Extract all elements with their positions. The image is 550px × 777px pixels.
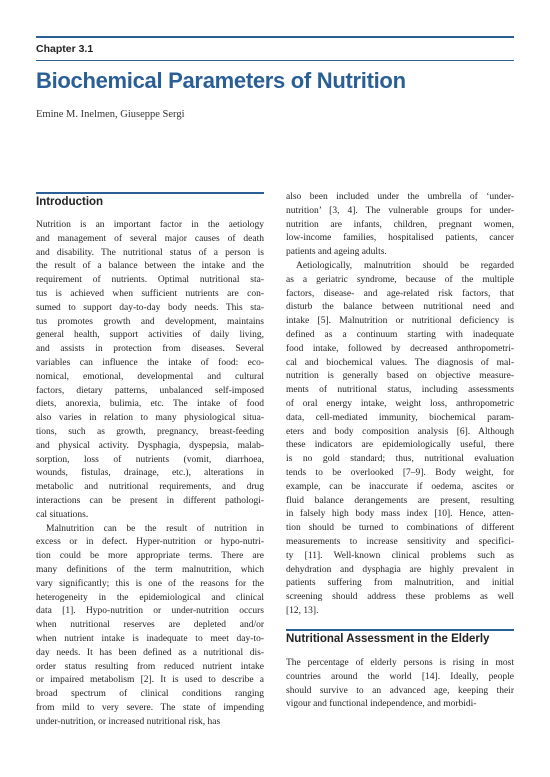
authors: Emine M. Inelmen, Giuseppe Sergi xyxy=(36,109,185,120)
text-line: nutrition is generally based on objective measure- xyxy=(286,371,514,382)
text-line: also varies in relation to many physiological situa- xyxy=(36,413,264,424)
text-line: variables can influence the intake of food: eco- xyxy=(36,357,264,368)
text-line: broad spectrum of clinical conditions ranging xyxy=(36,689,264,700)
text-line: also been included under the umbrella of ‘under- xyxy=(286,192,514,202)
text-line: patients suffering from malnutrition, and initial xyxy=(286,578,514,589)
section-heading-assessment: Nutritional Assessment in the Elderly xyxy=(286,633,490,645)
text-line: general health, support activities of daily living, xyxy=(36,330,264,341)
text-line: defined as a continuum starting with inadequate xyxy=(286,329,514,340)
text-line: tends to be overlooked [7–9]. Body weight, for xyxy=(286,467,514,478)
text-line: tion could be more appropriate terms. There are xyxy=(36,551,264,562)
text-line: tions, such as growth, pregnancy, breast-feeding xyxy=(36,426,264,437)
text-line: eters and body composition analysis [6]. Although xyxy=(286,426,514,437)
text-line: low-income families, hospitalised patients, cancer xyxy=(286,233,514,244)
section-rule-assessment xyxy=(286,629,514,631)
top-rule xyxy=(36,36,514,38)
text-line: nomical, emotional, developmental and cultural xyxy=(36,371,264,382)
text-line: factors, dietary patterns, unbalanced self-imposed xyxy=(36,385,264,396)
text-line: is no gold standard; thus, nutritional evaluation xyxy=(286,454,514,465)
text-line: data [1]. Hypo-nutrition or under-nutrition occurs xyxy=(36,606,264,617)
text-line: tus is achieved when sufficient nutrients are con- xyxy=(36,288,264,299)
text-line: nutrition’ [3, 4]. The vulnerable groups for under- xyxy=(286,205,514,216)
text-line: disturb the balance between nutritional need and xyxy=(286,302,514,313)
text-line: countries around the world [14]. Ideally, people xyxy=(286,671,514,682)
section-heading-introduction: Introduction xyxy=(36,196,104,208)
chapter-title: Biochemical Parameters of Nutrition xyxy=(36,68,406,93)
text-line: under-nutrition, or increased nutritional risk, has xyxy=(36,716,221,727)
text-line: from mild to very severe. The state of impending xyxy=(36,702,264,713)
text-line: patients and ageing adults. xyxy=(286,247,387,258)
left-column-text xyxy=(36,219,264,729)
section-rule-introduction xyxy=(36,192,264,194)
text-line: sumed to support day-to-day body needs. This sta- xyxy=(36,302,264,313)
text-line: factors, disease- and age-related risk factors, that xyxy=(286,288,514,299)
text-line: the result of a balance between the intake and the xyxy=(36,261,264,272)
text-line: diets, anorexia, bulimia, etc. The intake of food xyxy=(36,399,264,410)
text-line: tus promotes growth and development, maintains xyxy=(36,316,264,327)
right-column-text xyxy=(286,191,514,619)
text-line: heterogeneity in the epidemiological and clinical xyxy=(36,592,264,603)
text-line: measurements to increase sensitivity and specifici- xyxy=(286,536,514,547)
text-line: wounds, fistulas, drainage, etc.), alterations in xyxy=(36,468,264,479)
text-line: The percentage of elderly persons is rising in most xyxy=(286,658,514,668)
text-line: of oral energy intake, weight loss, anthropometric xyxy=(286,398,514,409)
text-line: sorption, loss of nutrients (vomit, diarrhoea, xyxy=(36,454,264,465)
text-line: screening should address these problems as well xyxy=(286,592,514,603)
right-column-text-2 xyxy=(286,657,514,712)
text-line: Nutrition is an important factor in the aetiology xyxy=(36,220,264,230)
chapter-label: Chapter 3.1 xyxy=(36,43,94,55)
text-line: or impaired metabolism [2]. It is used to describe a xyxy=(36,675,264,686)
text-line: example, can be inaccurate if oedema, ascites or xyxy=(286,481,514,492)
text-line: vigour and functional independence, and morbidi- xyxy=(286,699,477,710)
text-line: day needs. It has been defined as a nutritional dis- xyxy=(36,647,264,658)
text-line: metabolic and nutritional requirements, and drug xyxy=(36,482,264,493)
text-line: and management of several major causes of death xyxy=(36,233,264,244)
text-line: and disability. The nutritional status of a person is xyxy=(36,247,264,258)
text-line: and assists in protection from diseases. Several xyxy=(36,344,264,355)
text-line: when nutritional reserves are depleted and/or xyxy=(36,620,264,631)
text-line: ments of nutritional status, including assessments xyxy=(286,385,514,396)
text-line: excess or in defect. Hyper-nutrition or hypo-nutri- xyxy=(36,537,264,548)
text-line: tion should be turned to combinations of different xyxy=(286,523,514,534)
text-line: Aetiologically, malnutrition should be regarded xyxy=(296,260,514,271)
text-line: cal and biochemical values. The diagnosis of mal- xyxy=(286,357,514,368)
text-line: vary significantly; this is one of the reasons for the xyxy=(36,578,264,589)
text-line: and physical activity. Dysphagia, dyspepsia, malab- xyxy=(36,440,264,451)
text-line: interactions can be present in different pathologi- xyxy=(36,495,264,506)
text-line: as a geriatric syndrome, because of the multiple xyxy=(286,274,514,285)
text-line: nutrition are infants, children, pregnant women, xyxy=(286,219,514,230)
text-line: requirement of nutrients. Optimal nutritional sta- xyxy=(36,275,264,286)
text-line: ty [11]. Well-known clinical problems such as xyxy=(286,550,514,561)
text-line: cal situations. xyxy=(36,509,89,520)
text-line: food intake, followed by decreased anthropometri- xyxy=(286,343,514,354)
text-line: fluid balance derangements are present, resulting xyxy=(286,495,514,506)
text-line: when nutrient intake is inadequate to meet day-to- xyxy=(36,633,264,644)
text-line: data, cell-mediated immunity, biochemical param- xyxy=(286,412,514,423)
text-line: dehydration and dysphagia are highly prevalent in xyxy=(286,564,514,575)
text-line: Malnutrition can be the result of nutrition in xyxy=(46,523,264,534)
text-line: [12, 13]. xyxy=(286,605,319,616)
chapter-rule xyxy=(36,60,514,61)
text-line: many definitions of the term malnutrition, which xyxy=(36,564,264,575)
text-line: these indicators are epidemiologically useful, there xyxy=(286,440,514,451)
text-line: in falsely high body mass index [10]. Hence, atten- xyxy=(286,509,514,520)
text-line: intake [5]. Malnutrition or nutritional deficiency is xyxy=(286,316,514,327)
text-line: order status resulting from reduced nutrient intake xyxy=(36,661,264,672)
text-line: should survive to an advanced age, keeping their xyxy=(286,685,514,696)
